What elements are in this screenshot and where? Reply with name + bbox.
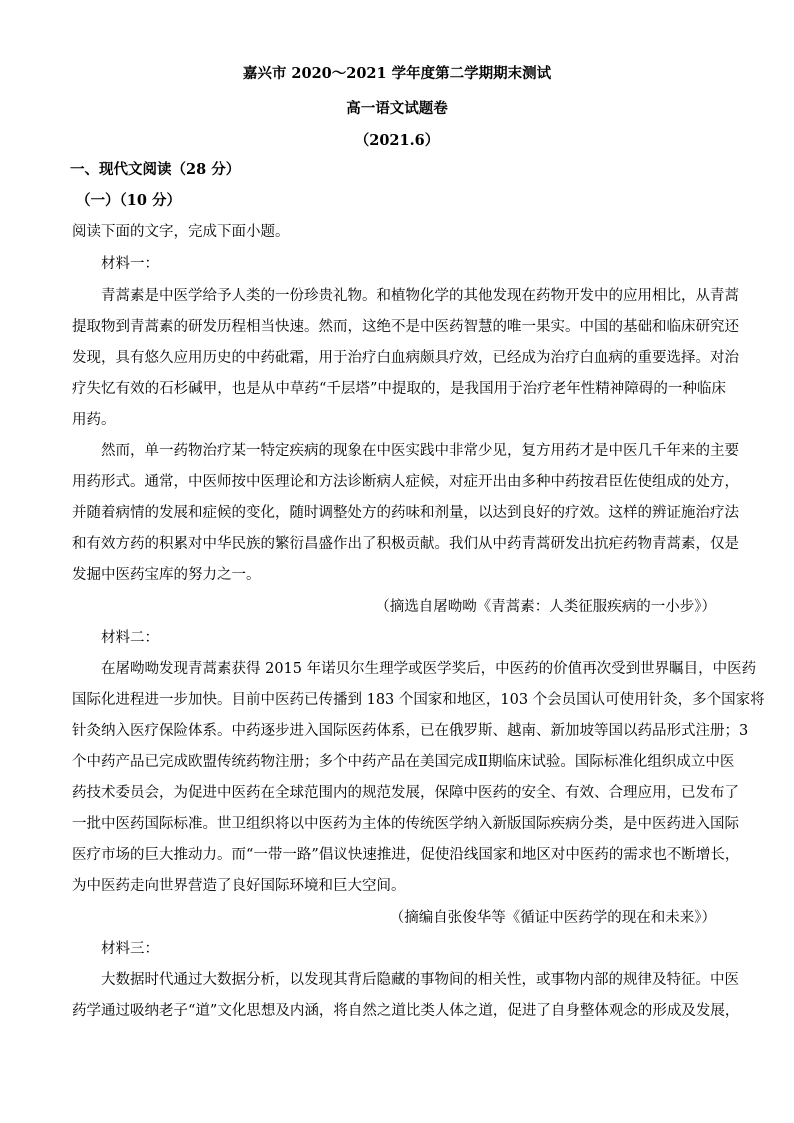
material-3-label: 材料三： <box>101 941 159 957</box>
material-2-p1-line-4: 个中药产品已完成欧盟传统药物注册；多个中药产品在美国完成Ⅱ期临床试验。国际标准化组织成立中医 <box>72 754 735 770</box>
material-2-p1-line-6: 一批中医药国际标准。世卫组织将以中医药为主体的传统医学纳入新版国际疾病分类，是中医药进入国际 <box>72 816 739 832</box>
material-2-p1-line-8: 为中医药走向世界营造了良好国际环境和巨大空间。 <box>72 878 406 894</box>
exam-subtitle: 高一语文试题卷 <box>346 100 448 117</box>
material-1-p1-line-3: 发现，具有悠久应用历史的中药砒霜，用于治疗白血病颇具疗效，已经成为治疗白血病的重要选择。对治 <box>72 350 739 366</box>
exam-title: 嘉兴市 2020～2021 学年度第二学期期末测试 <box>242 65 552 82</box>
material-2-p1-line-5: 药技术委员会，为促进中医药在全球范围内的规范发展，保障中医药的安全、有效、合理应用，已发布了 <box>72 785 739 801</box>
material-3-p1-line-1: 大数据时代通过大数据分析，以发现其背后隐藏的事物间的相关性，或事物内部的规律及特征。中医 <box>101 972 739 988</box>
material-2-label: 材料二： <box>101 630 159 646</box>
material-1-label: 材料一： <box>101 256 159 272</box>
material-1-p2-line-1: 然而，单一药物治疗某一特定疾病的现象在中医实践中非常少见，复方用药才是中医几千年来的主要 <box>101 443 739 459</box>
reading-instruction: 阅读下面的文字，完成下面小题。 <box>72 224 290 240</box>
material-1-p1-line-1: 青蒿素是中医学给予人类的一份珍贵礼物。和植物化学的其他发现在药物开发中的应用相比，从青蒿 <box>101 288 739 304</box>
material-2-p1-line-1: 在屠呦呦发现青蒿素获得 2015 年诺贝尔生理学或医学奖后，中医药的价值再次受到世界瞩目，中医药 <box>101 661 757 677</box>
material-1-p1-line-4: 疗失忆有效的石杉碱甲，也是从中草药“千层塔”中提取的，是我国用于治疗老年性精神障碍的一种临床 <box>72 381 726 397</box>
material-2-p1-line-7: 医疗市场的巨大推动力。而“一带一路”倡议快速推进，促使沿线国家和地区对中医药的需求也不断增长， <box>72 847 740 863</box>
material-1-p2-line-3: 并随着病情的发展和症候的变化，随时调整处方的药味和剂量，以达到良好的疗效。这样的辨证施治疗法 <box>72 505 739 521</box>
material-3-p1-line-2: 药学通过吸纳老子“道”文化思想及内涵，将自然之道比类人体之道，促进了自身整体观念的形成及发展， <box>72 1003 740 1019</box>
material-2-p1-line-2: 国际化进程进一步加快。目前中医药已传播到 183 个国家和地区，103 个会员国认可使用针灸，多个国家将 <box>72 692 765 708</box>
material-1-p2-line-4: 和有效方药的积累对中华民族的繁衍昌盛作出了积极贡献。我们从中药青蒿研发出抗疟药物青蒿素，仅是 <box>72 536 739 552</box>
exam-date: （2021.6） <box>354 132 440 149</box>
material-1-p2-line-5: 发掘中医药宝库的努力之一。 <box>72 567 261 583</box>
material-2-source: （摘编自张俊华等《循证中医药学的现在和未来》） <box>389 910 716 926</box>
material-1-source: （摘选自屠呦呦《青蒿素：人类征服疾病的一小步》） <box>375 599 716 615</box>
sub-section-heading: （一）（10 分） <box>76 192 181 209</box>
section-heading: 一、现代文阅读（28 分） <box>70 161 241 178</box>
material-1-p1-line-2: 提取物到青蒿素的研发历程相当快速。然而，这绝不是中医药智慧的唯一果实。中国的基础和临床研究还 <box>72 319 739 335</box>
material-2-p1-line-3: 针灸纳入医疗保险体系。中药逐步进入国际医药体系，已在俄罗斯、越南、新加坡等国以药品形式注册；3 <box>72 723 749 739</box>
material-1-p1-line-5: 用药。 <box>72 412 116 428</box>
material-1-p2-line-2: 用药形式。通常，中医师按中医理论和方法诊断病人症候，对症开出由多种中药按君臣佐使组成的处方， <box>72 474 739 490</box>
